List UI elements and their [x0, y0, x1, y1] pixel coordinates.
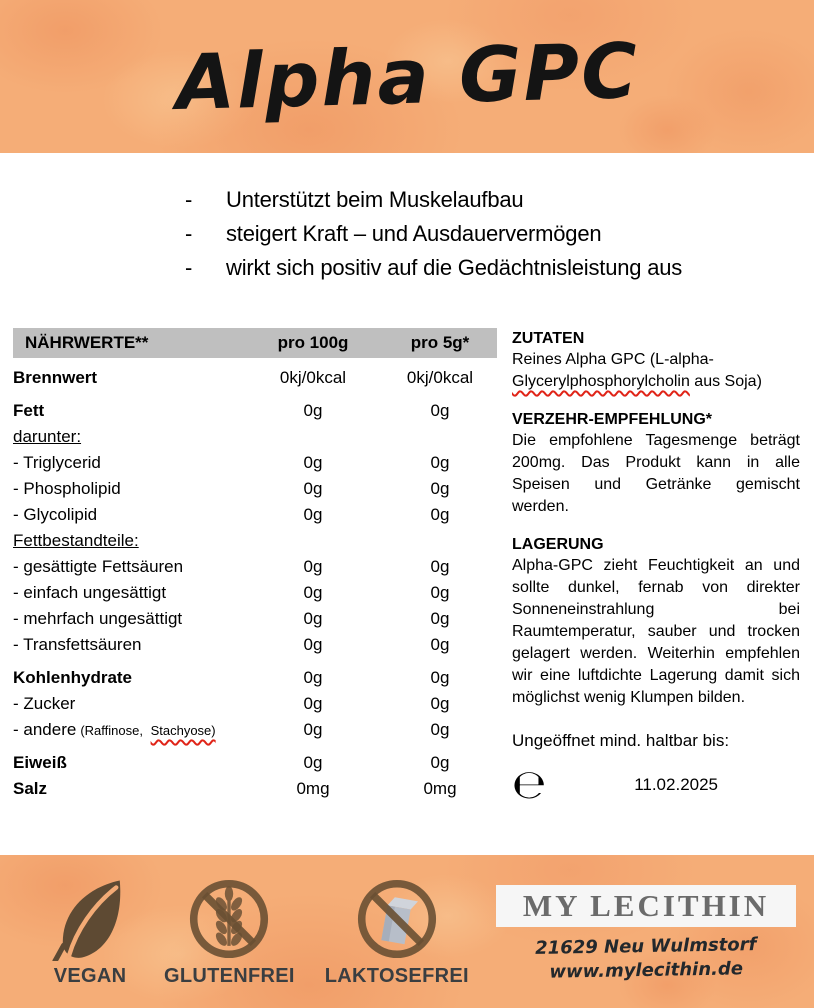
benefits-list [185, 183, 814, 285]
row-label: Fett [13, 401, 45, 420]
row-value-per5g: 0g [430, 505, 450, 524]
benefit-text: Unterstützt beim Muskelaufbau [226, 187, 524, 212]
best-before-date: 11.02.2025 [634, 775, 719, 794]
row-value-per100g: 0g [303, 583, 323, 602]
col-header-per100g: pro 100g [277, 333, 349, 352]
benefit-text: wirkt sich positiv auf die Gedächtnisleistung aus [226, 255, 683, 280]
row-value-per5g: 0g [430, 557, 450, 576]
ingredients-text [512, 349, 800, 393]
row-label: - Zucker [13, 694, 76, 713]
table-row [13, 750, 497, 776]
col-header-per5g: pro 5g* [410, 333, 470, 352]
best-before-row [512, 762, 800, 808]
row-label-composite [13, 720, 243, 740]
dosage-text: Die empfohlene Tagesmenge beträgt 200mg. Das Produkt kann in alle Speisen und Getränke gemischt werden. [512, 432, 800, 515]
table-row [13, 691, 497, 717]
brand-address-line: 21629 Neu Wulmstorf [534, 934, 757, 959]
ingredients-section [512, 328, 800, 393]
row-label: - Triglycerid [13, 453, 101, 472]
table-row [13, 424, 497, 450]
row-value-per5g: 0g [430, 668, 450, 687]
row-label: - andere [13, 720, 77, 739]
row-label: Fettbestandteile: [13, 531, 139, 550]
nutrition-table-header [13, 328, 497, 358]
brand-logo [496, 885, 796, 927]
row-value-per100g: 0mg [296, 779, 330, 798]
row-value-per100g: 0g [303, 479, 323, 498]
col-header-name: NÄHRWERTE** [25, 333, 149, 352]
estimated-sign-icon: ℮ [512, 762, 547, 808]
badge-vegan [46, 877, 134, 988]
badge-glutenfree-label: GLUTENFREI [164, 965, 295, 987]
table-row [13, 554, 497, 580]
main-content [0, 328, 814, 808]
benefit-item [185, 217, 814, 251]
best-before-label: Ungeöffnet mind. haltbar bis: [512, 731, 730, 750]
product-title: Alpha GPC [174, 25, 640, 127]
row-label: - Glycolipid [13, 505, 98, 524]
benefit-item [185, 251, 814, 285]
row-label: Salz [13, 779, 48, 798]
table-row [13, 606, 497, 632]
brand-block [496, 885, 796, 983]
badge-lactosefree-label: LAKTOSEFREI [324, 965, 469, 987]
row-label: Kohlenhydrate [13, 668, 133, 687]
row-label-note: (Raffinose, [80, 723, 147, 738]
table-row [13, 717, 497, 743]
bullet-dash: - [185, 221, 193, 246]
dosage-section [512, 409, 800, 518]
row-value-per5g: 0g [430, 453, 450, 472]
no-gluten-icon [187, 877, 271, 961]
storage-heading: LAGERUNG [512, 536, 604, 553]
row-value-per100g: 0g [303, 557, 323, 576]
row-value-per100g: 0g [303, 720, 323, 739]
table-row [13, 776, 497, 802]
no-lactose-icon [355, 877, 439, 961]
row-value-per5g: 0g [430, 720, 450, 739]
row-value-per5g: 0g [430, 694, 450, 713]
row-value-per100g: 0g [303, 505, 323, 524]
row-value-per100g: 0g [303, 635, 323, 654]
storage-section [512, 534, 800, 709]
row-label: - gesättigte Fettsäuren [13, 557, 184, 576]
bottom-banner [0, 855, 814, 1008]
row-value-per5g: 0kj/0kcal [406, 368, 474, 387]
row-value-per100g: 0g [303, 401, 323, 420]
brand-website: www.mylecithin.de [549, 958, 744, 983]
top-banner [0, 0, 814, 153]
row-label: Eiweiß [13, 753, 67, 772]
row-label-note-misspelled: Stachyose) [150, 723, 216, 738]
nutrition-table [13, 328, 497, 805]
table-row [13, 476, 497, 502]
badges [46, 877, 469, 988]
row-value-per100g: 0g [303, 609, 323, 628]
leaf-icon [46, 877, 134, 961]
brand-name: MY LECITHIN [522, 888, 770, 923]
storage-text: Alpha-GPC zieht Feuchtigkeit an und sollte dunkel, fernab von direkter Sonneneinstrahlung bei Raumtemperatur, sauber und trocken gelagert werden. Weiterhin empfehlen wir eine luftdichte Lagerung damit sich möglichst wenig Klumpen bilden. [512, 557, 800, 706]
row-value-per5g: 0g [430, 635, 450, 654]
table-row [13, 398, 497, 424]
row-value-per100g: 0kj/0kcal [279, 368, 347, 387]
table-row [13, 580, 497, 606]
row-label: darunter: [13, 427, 82, 446]
row-value-per100g: 0g [303, 694, 323, 713]
badge-lactosefree [325, 877, 469, 988]
table-row [13, 528, 497, 554]
info-column [512, 328, 800, 808]
badge-glutenfree [164, 877, 295, 988]
bullet-dash: - [185, 187, 193, 212]
row-value-per5g: 0g [430, 753, 450, 772]
table-row [13, 450, 497, 476]
benefit-item [185, 183, 814, 217]
row-value-per5g: 0g [430, 609, 450, 628]
row-value-per100g: 0g [303, 753, 323, 772]
ingredients-text-misspelled: Glycerylphosphorylcholin [512, 373, 690, 390]
table-row [13, 632, 497, 658]
ingredients-heading: ZUTATEN [512, 330, 585, 347]
bullet-dash: - [185, 255, 193, 280]
row-value-per5g: 0g [430, 583, 450, 602]
row-label: Brennwert [13, 368, 98, 387]
row-value-per100g: 0g [303, 668, 323, 687]
row-value-per5g: 0g [430, 401, 450, 420]
badge-vegan-label: VEGAN [53, 965, 127, 987]
ingredients-text-end: aus Soja) [689, 373, 762, 390]
brand-address [496, 932, 797, 985]
ingredients-text-start: Reines Alpha GPC (L-alpha- [512, 351, 714, 368]
row-value-per5g: 0g [430, 479, 450, 498]
dosage-heading: VERZEHR-EMPFEHLUNG* [512, 411, 713, 428]
table-row [13, 502, 497, 528]
row-value-per5g: 0mg [423, 779, 457, 798]
row-value-per100g: 0g [303, 453, 323, 472]
row-label: - mehrfach ungesättigt [13, 609, 183, 628]
table-row [13, 665, 497, 691]
table-row [13, 365, 497, 391]
row-label: - einfach ungesättigt [13, 583, 167, 602]
benefit-text: steigert Kraft – und Ausdauervermögen [226, 221, 602, 246]
row-label: - Transfettsäuren [13, 635, 142, 654]
row-label: - Phospholipid [13, 479, 121, 498]
